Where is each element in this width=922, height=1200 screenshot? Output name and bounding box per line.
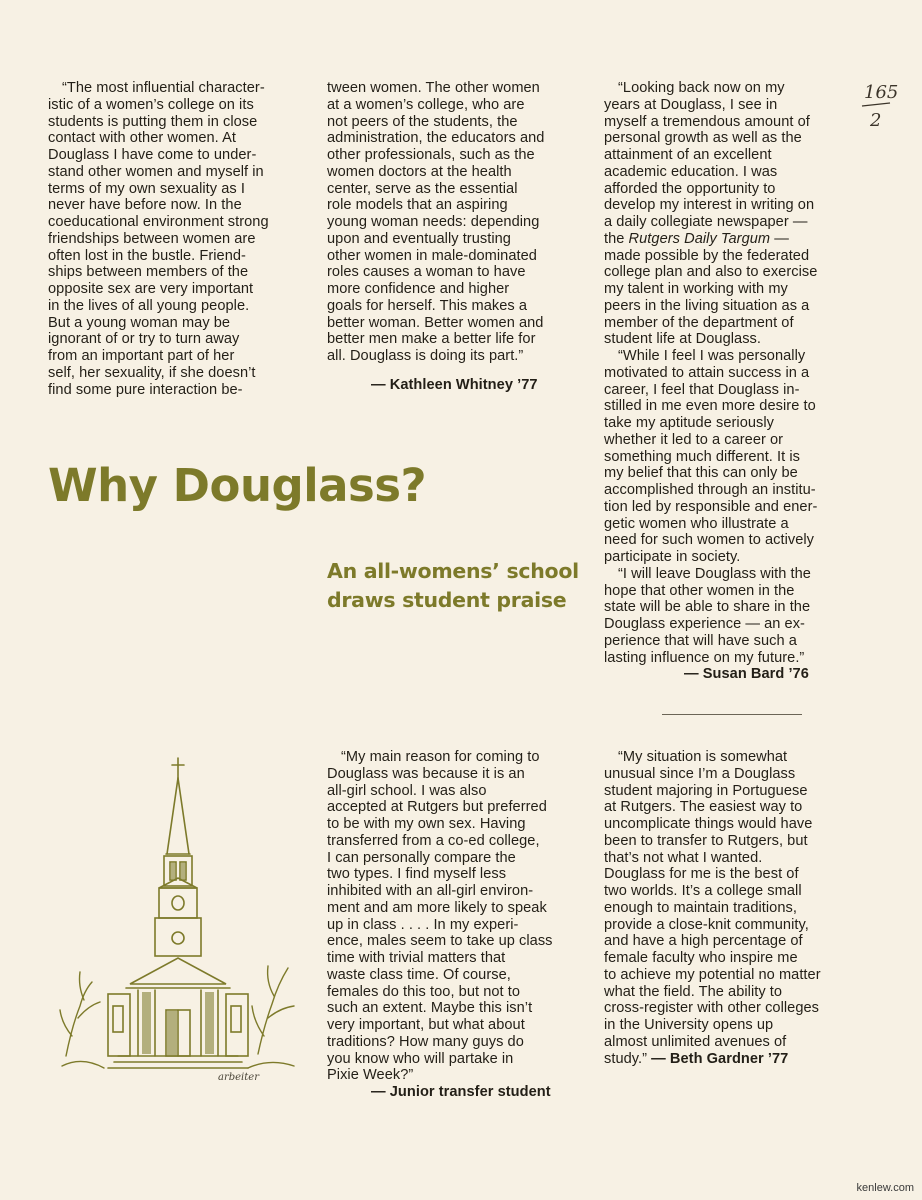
quote-line: peers in the living situation as a	[604, 297, 810, 314]
quote-line: in the University opens up	[604, 1017, 774, 1033]
quote-line: Douglass was because it is an	[327, 765, 525, 782]
quote-junior-transfer	[327, 749, 577, 1101]
watermark: kenlew.com	[856, 1182, 914, 1194]
quote-whitney-part2	[327, 80, 577, 394]
quote-line: time with trivial matters that	[327, 950, 506, 966]
quote-line: made possible by the federated	[604, 247, 810, 264]
quote-line: transferred from a co-ed college,	[327, 832, 540, 849]
quote-line: years at Douglass, I see in	[604, 96, 778, 113]
quote-line: member of the department of	[604, 314, 794, 331]
quote-line: accomplished through an institu-	[604, 482, 816, 498]
quote-line: enough to maintain traditions,	[604, 899, 797, 916]
quote-bard	[604, 80, 854, 683]
quote-line: “Looking back now on my	[618, 80, 785, 96]
quote-line: ignorant of or try to turn away	[48, 331, 240, 348]
quote-line: not peers of the students, the	[327, 113, 518, 130]
quote-line: two worlds. It’s a college small	[604, 883, 802, 899]
quote-line: never have before now. In the	[48, 197, 242, 214]
quote-line: a daily collegiate newspaper —	[604, 214, 808, 230]
quote-line: perience that will have such a	[604, 632, 797, 649]
quote-line: often lost in the bustle. Friend-	[48, 247, 246, 264]
quote-line: traditions? How many guys do	[327, 1033, 524, 1050]
quote-line: all-girl school. I was also	[327, 782, 487, 799]
quote-line: better woman. Better women and	[327, 314, 544, 331]
quote-line: college plan and also to exercise	[604, 264, 818, 281]
quote-line: what the field. The ability to	[604, 983, 783, 1000]
quote-line: “The most influential character-	[62, 80, 265, 96]
quote-line: Pixie Week?”	[327, 1067, 414, 1084]
quote-line: females do this too, but not to	[327, 983, 521, 1000]
quote-line: afforded the opportunity to	[604, 180, 776, 197]
quote-line: my talent in working with my	[604, 281, 788, 297]
quote-line: something much different. It is	[604, 448, 800, 465]
quote-line: very important, but what about	[327, 1017, 525, 1033]
quote-line: been to transfer to Rutgers, but	[604, 832, 808, 849]
quote-line: the Rutgers Daily Targum —	[604, 230, 789, 247]
quote-line: “While I feel I was personally	[618, 348, 806, 364]
quote-line: you know who will partake in	[327, 1050, 514, 1067]
quote-line: up in class . . . . In my experi-	[327, 916, 519, 933]
quote-line: center, serve as the essential	[327, 180, 518, 197]
quote-line: opposite sex are very important	[48, 281, 254, 297]
quote-line: lasting influence on my future.”	[604, 649, 805, 666]
article-headline: Why Douglass?	[48, 459, 427, 512]
quote-line: Douglass for me is the best of	[604, 866, 799, 883]
quote-line: other women in male-dominated	[327, 247, 537, 264]
quote-line: develop my interest in writing on	[604, 197, 815, 214]
quote-line: But a young woman may be	[48, 314, 231, 331]
quote-line: terms of my own sexuality as I	[48, 180, 245, 197]
quote-line: ence, males seem to take up class	[327, 933, 553, 950]
quote-line: tween women. The other women	[327, 80, 540, 96]
quote-line: hope that other women in the	[604, 582, 795, 599]
attribution-junior-transfer: — Junior transfer student	[371, 1084, 551, 1100]
quote-line: “I will leave Douglass with the	[618, 565, 811, 582]
quote-line: need for such women to actively	[604, 532, 815, 549]
quote-line: “My main reason for coming to	[341, 749, 540, 765]
attribution-whitney: — Kathleen Whitney ’77	[371, 376, 538, 393]
quote-line: tion led by responsible and ener-	[604, 498, 818, 515]
quote-line: Douglass I have come to under-	[48, 147, 257, 163]
quote-whitney-part1	[48, 80, 308, 398]
quote-line: uncomplicate things would have	[604, 816, 813, 832]
quote-line: such an extent. Maybe this isn’t	[327, 1000, 533, 1017]
quote-line: at a women’s college, who are	[327, 96, 525, 113]
quote-line: participate in society.	[604, 549, 741, 565]
church-steeple-illustration	[58, 756, 298, 1086]
quote-line: female faculty who inspire me	[604, 950, 798, 966]
quote-line: friendships between women are	[48, 230, 256, 247]
quote-line: career, I feel that Douglass in-	[604, 381, 800, 398]
quote-line: state will be able to share in the	[604, 599, 811, 616]
quote-line: stilled in me even more desire to	[604, 398, 816, 415]
quote-line: role models that an aspiring	[327, 197, 508, 214]
quote-line: inhibited with an all-girl environ-	[327, 883, 534, 899]
quote-line: more confidence and higher	[327, 281, 510, 297]
quote-line: waste class time. Of course,	[327, 966, 511, 983]
quote-line: all. Douglass is doing its part.”	[327, 348, 524, 364]
quote-line: my belief that this can only be	[604, 465, 798, 482]
quote-line: two types. I find myself less	[327, 866, 507, 883]
quote-line: contact with other women. At	[48, 130, 236, 147]
quote-line: coeducational environment strong	[48, 214, 269, 230]
quote-line: other professionals, such as the	[327, 147, 535, 163]
quote-line: goals for herself. This makes a	[327, 297, 528, 314]
quote-line: students is putting them in close	[48, 113, 258, 130]
quote-line: in the lives of all young people.	[48, 297, 250, 314]
artist-signature: arbeiter	[218, 1072, 259, 1083]
quote-line: attainment of an excellent	[604, 147, 772, 163]
quote-line: that’s not what I wanted.	[604, 849, 763, 866]
quote-line: personal growth as well as the	[604, 130, 802, 147]
quote-line: provide a close-knit community,	[604, 916, 809, 933]
quote-line: self, her sexuality, if she doesn’t	[48, 364, 256, 381]
quote-gardner	[604, 749, 854, 1067]
quote-line: roles causes a woman to have	[327, 264, 526, 281]
quote-line: to achieve my potential no matter	[604, 966, 821, 983]
svg-text:165: 165	[864, 82, 899, 103]
quote-line: ment and am more likely to speak	[327, 899, 547, 916]
attribution-bard: — Susan Bard ’76	[684, 666, 809, 683]
attribution-gardner: — Beth Gardner ’77	[651, 1050, 789, 1067]
handwritten-page-number	[850, 78, 900, 138]
quote-line: I can personally compare the	[327, 849, 516, 866]
quote-line: better men make a better life for	[327, 331, 536, 348]
svg-text:2: 2	[870, 110, 882, 131]
newspaper-title: Rutgers Daily Targum	[628, 230, 771, 247]
quote-line: from an important part of her	[48, 348, 235, 364]
quote-line: student life at Douglass.	[604, 331, 762, 348]
quote-line: stand other women and myself in	[48, 163, 264, 180]
quote-line: getic women who illustrate a	[604, 515, 789, 532]
quote-line-last: study.” — Beth Gardner ’77	[604, 1050, 789, 1067]
quote-line: administration, the educators and	[327, 130, 545, 147]
quote-line: find some pure interaction be-	[48, 381, 243, 398]
quote-line: to be with my own sex. Having	[327, 816, 526, 832]
quote-line: motivated to attain success in a	[604, 364, 810, 381]
quote-line: istic of a women’s college on its	[48, 96, 254, 113]
section-divider	[662, 714, 802, 715]
quote-line: accepted at Rutgers but preferred	[327, 799, 547, 816]
quote-line: at Rutgers. The easiest way to	[604, 799, 803, 816]
quote-line: academic education. I was	[604, 163, 778, 180]
quote-line: student majoring in Portuguese	[604, 782, 808, 799]
article-subhead	[327, 557, 579, 615]
quote-line: take my aptitude seriously	[604, 415, 775, 431]
quote-line: young woman needs: depending	[327, 214, 540, 230]
quote-line: cross-register with other colleges	[604, 1000, 820, 1017]
quote-line: whether it led to a career or	[604, 431, 784, 448]
quote-line: “My situation is somewhat	[618, 749, 788, 765]
quote-line: myself a tremendous amount of	[604, 113, 810, 130]
quote-line: and have a high percentage of	[604, 933, 803, 950]
quote-line: almost unlimited avenues of	[604, 1033, 787, 1050]
quote-line: women doctors at the health	[327, 163, 512, 180]
quote-line: unusual since I’m a Douglass	[604, 765, 796, 782]
quote-line: Douglass experience — an ex-	[604, 616, 805, 632]
quote-line: An all-womens’ school	[327, 559, 579, 583]
quote-line: ships between members of the	[48, 264, 249, 281]
quote-line: draws student praise	[327, 588, 567, 612]
quote-line: upon and eventually trusting	[327, 230, 511, 247]
